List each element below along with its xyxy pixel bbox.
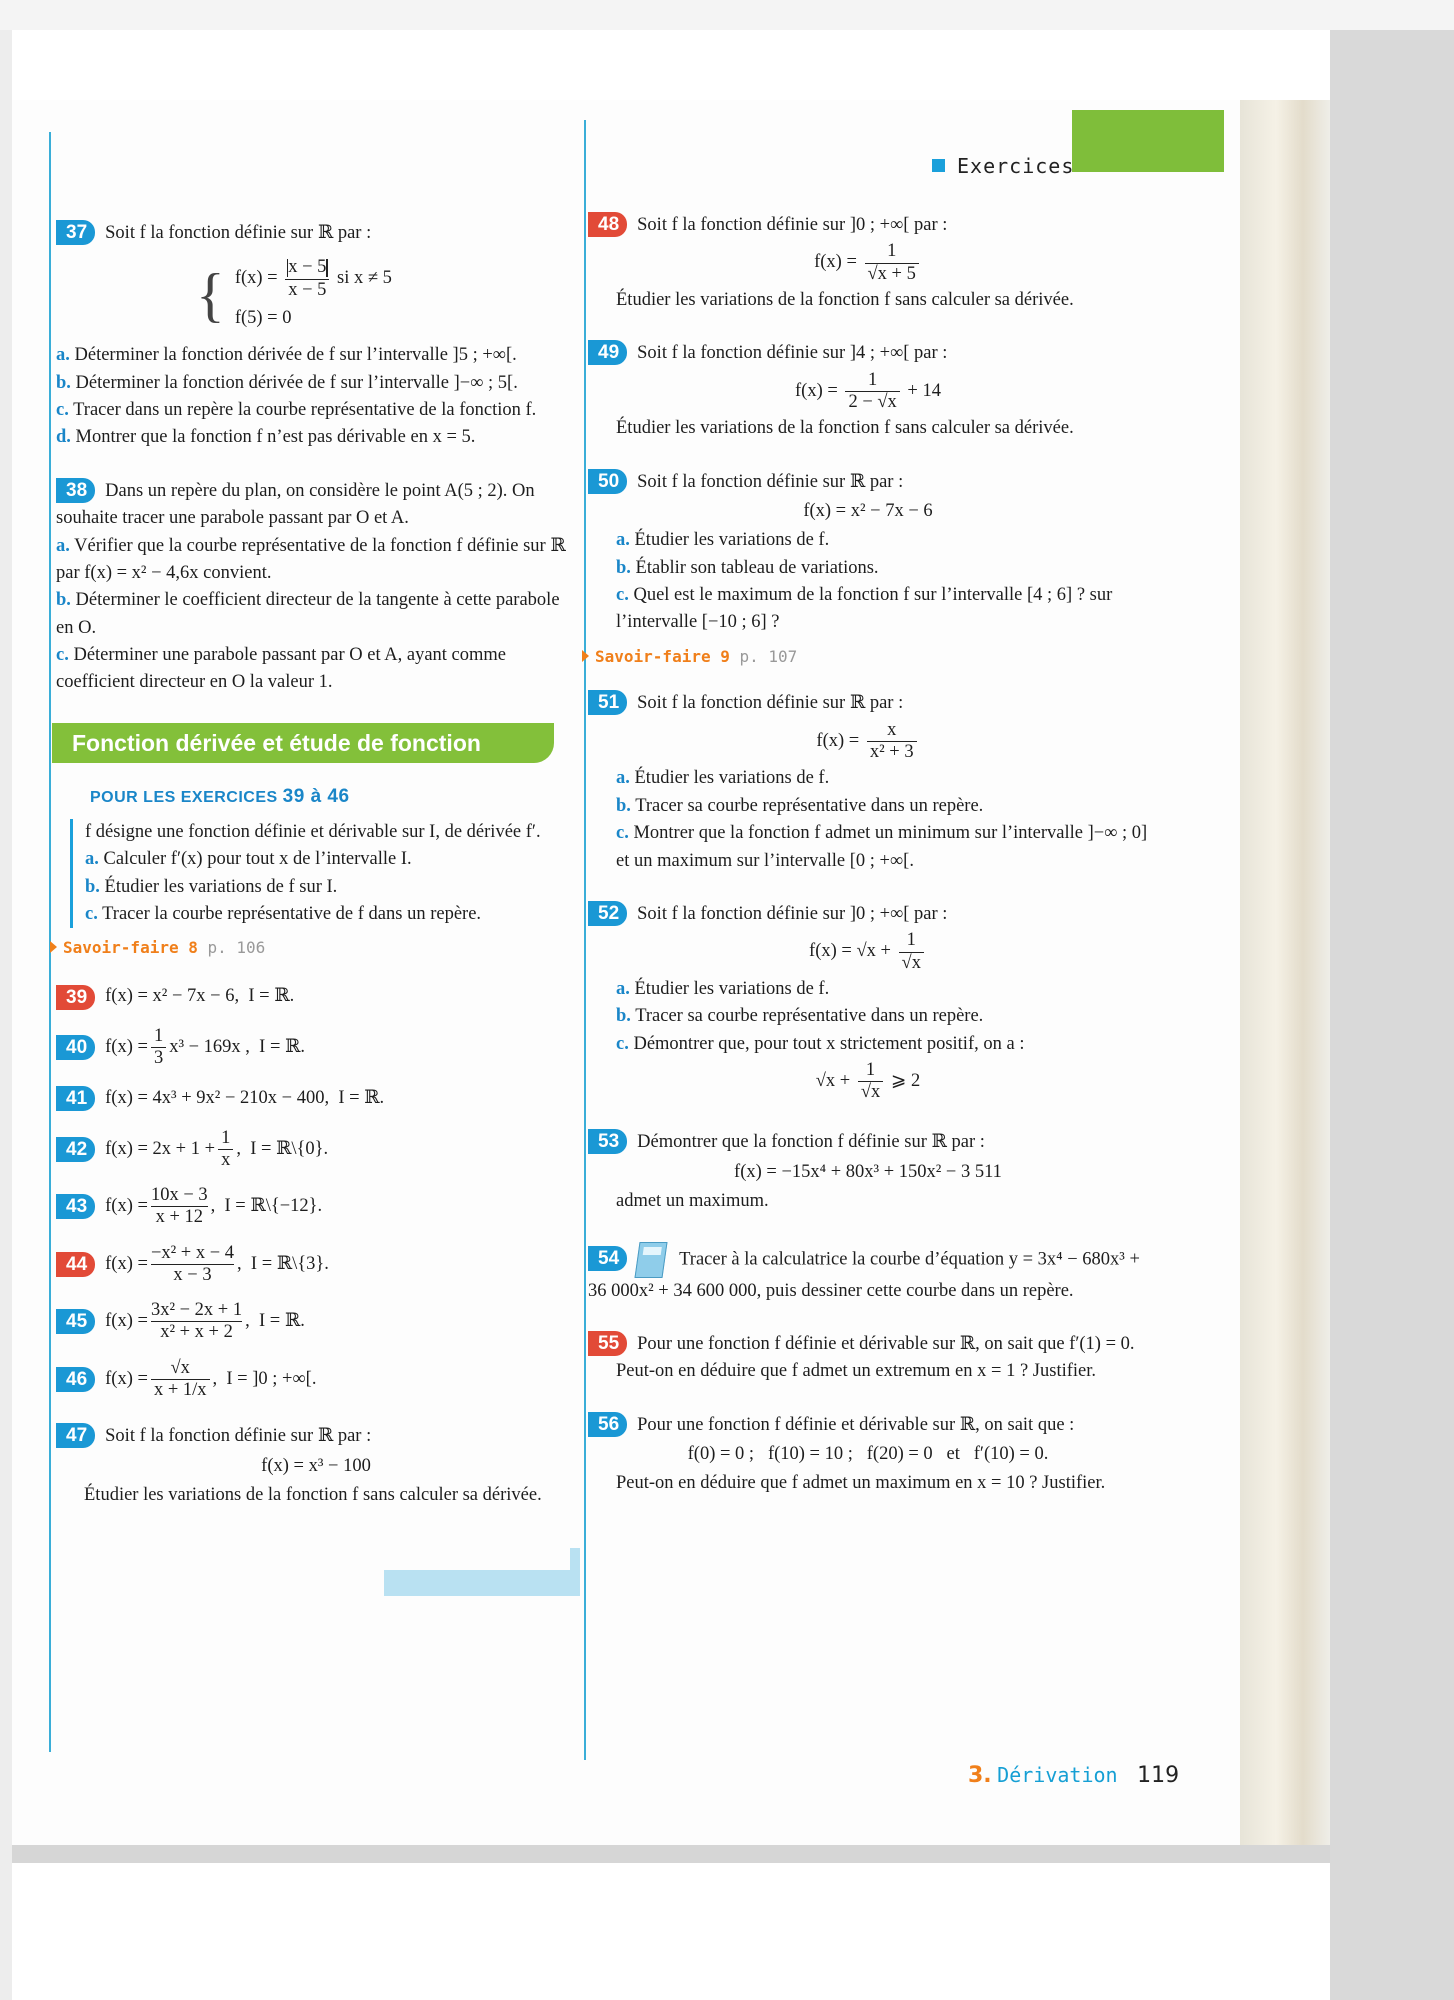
exercise-45: [56, 1300, 576, 1344]
exercise-number: 46: [56, 1367, 95, 1392]
item-text: Tracer la courbe représentative de f dans un repère.: [102, 904, 482, 925]
formula-lhs: f(x) =: [814, 252, 857, 273]
formula-lhs: f(x) =: [234, 268, 278, 289]
decorative-strip: [384, 1570, 580, 1596]
savoir-label: Savoir-faire 8: [63, 938, 198, 958]
fraction-denominator: 3: [151, 1047, 166, 1069]
item-text: Montrer que la fonction f admet un minimum sur l’intervalle ]−∞ ; 0] et un maximum sur l’intervalle [0 ; +∞[.: [616, 823, 1148, 871]
exercise-text: Peut-on en déduire que f admet un maximum en x = 10 ? Justifier.: [616, 1473, 1106, 1494]
item-text: Calculer f′(x) pour tout x de l’intervalle I.: [103, 849, 412, 870]
exercise-38: [56, 478, 576, 697]
exercise-number: 48: [588, 212, 627, 237]
instructions-intro: f désigne une fonction définie et dérivable sur I, de dérivée f′.: [85, 821, 541, 842]
exercise-55: [588, 1331, 1148, 1386]
exercise-number: 43: [56, 1194, 95, 1219]
exercise-number: 42: [56, 1137, 95, 1162]
exercise-text: admet un maximum.: [616, 1191, 769, 1212]
page-shadow: [12, 1845, 1330, 1863]
fraction-denominator: x − 3: [151, 1264, 234, 1286]
item-text: Tracer sa courbe représentative dans un repère.: [635, 1006, 984, 1027]
domain: I = ]0 ; +∞[.: [226, 1368, 317, 1389]
scan-background: [1330, 30, 1454, 2000]
exercise-number: 40: [56, 1035, 95, 1060]
domain: I = ℝ\{0}.: [250, 1138, 329, 1159]
arrow-icon: [50, 941, 57, 953]
fraction-denominator: x − 5: [285, 279, 329, 301]
domain: I = ℝ\{3}.: [250, 1253, 329, 1274]
domain: I = ℝ.: [258, 1311, 305, 1332]
exercise-number: 38: [56, 478, 95, 503]
exercise-text: Étudier les variations de la fonction f sans calculer sa dérivée.: [616, 418, 1074, 439]
formula-rest: ,: [210, 1196, 216, 1217]
fraction-numerator: √x: [170, 1357, 190, 1378]
page-header: [932, 154, 1074, 178]
exercise-46: [56, 1358, 576, 1402]
exercise-intro: Soit f la fonction définie sur ℝ par :: [637, 471, 904, 492]
fraction-numerator: 1: [887, 241, 897, 262]
item-text: Déterminer une parabole passant par O et A, ayant comme coefficient directeur en O la valeur 1.: [56, 645, 506, 693]
fraction: [285, 257, 329, 301]
formula: f(x) = x² − 7x − 6,: [105, 986, 240, 1007]
exercise-44: [56, 1243, 576, 1287]
fraction: [899, 930, 924, 974]
heading-prefix: POUR LES EXERCICES: [90, 788, 278, 806]
section-instructions: [70, 819, 576, 929]
formula: f(x) = 4x³ + 9x² − 210x − 400,: [105, 1087, 330, 1108]
fraction-numerator: 1: [153, 1026, 164, 1047]
formula-condition: si x ≠ 5: [337, 268, 392, 289]
item-label: a.: [56, 345, 70, 366]
fraction: [845, 370, 899, 414]
exercise-52: [588, 901, 1148, 1104]
item-label: b.: [616, 795, 631, 816]
fraction-denominator: √x + 5: [865, 263, 919, 285]
fraction-denominator: 2 − √x: [845, 391, 899, 413]
item-label: c.: [616, 823, 629, 844]
formula-lhs: f(x) =: [105, 1311, 148, 1332]
fraction-denominator: x + 12: [151, 1206, 208, 1228]
savoir-label: Savoir-faire 9: [595, 646, 730, 666]
exercise-intro: Soit f la fonction définie sur ℝ par :: [105, 1426, 372, 1447]
exercise-number: 53: [588, 1129, 627, 1154]
savoir-faire-link[interactable]: [582, 645, 1148, 669]
item-text: Étudier les variations de f.: [634, 530, 830, 551]
fraction-denominator: x² + 3: [867, 741, 917, 763]
exercise-number: 44: [56, 1252, 95, 1277]
formula-rest: ,: [212, 1368, 218, 1389]
chapter-name: Dérivation: [997, 1763, 1118, 1787]
exercise-51: [588, 690, 1148, 874]
item-text: Montrer que la fonction f n’est pas dérivable en x = 5.: [75, 427, 476, 448]
item-label: a.: [616, 768, 630, 789]
exercise-intro: Pour une fonction f définie et dérivable sur ℝ, on sait que f′(1) = 0.: [637, 1333, 1135, 1354]
item-label: a.: [616, 978, 630, 999]
heading-range: 39 à 46: [282, 785, 350, 807]
item-text: Quel est le maximum de la fonction f sur l’intervalle [4 ; 6] ? sur l’intervalle [−10 ; 6] ?: [616, 585, 1113, 633]
chapter-number: 3.: [968, 1763, 992, 1788]
item-label: c.: [56, 400, 69, 421]
formula-rest: ,: [236, 1138, 241, 1159]
fraction: [151, 1026, 166, 1070]
item-text: Étudier les variations de f.: [634, 978, 830, 999]
exercise-intro: Dans un repère du plan, on considère le point A(5 ; 2). On souhaite tracer une parabole passant par O et A.: [56, 480, 535, 529]
fraction-numerator: −x² + x − 4: [150, 1242, 235, 1263]
fraction: [151, 1185, 208, 1229]
formula-lhs: f(x) =: [105, 1368, 148, 1389]
exercise-number: 49: [588, 340, 627, 365]
exercise-number: 51: [588, 690, 627, 715]
item-text: Tracer dans un repère la courbe représentative de la fonction f.: [73, 400, 537, 421]
fraction-numerator: x: [887, 719, 897, 740]
fraction: [858, 1060, 883, 1104]
fraction: [151, 1243, 234, 1287]
fraction-denominator: x + 1/x: [151, 1379, 210, 1401]
fraction-numerator: 1: [906, 930, 916, 951]
item-label: c.: [56, 645, 69, 666]
exercise-43: [56, 1185, 576, 1229]
domain: I = ℝ.: [248, 986, 295, 1007]
section-title: Fonction dérivée et étude de fonction: [52, 723, 554, 763]
exercise-intro: Démontrer que la fonction f définie sur ℝ par :: [637, 1132, 985, 1153]
fraction-numerator: x − 5: [288, 257, 327, 278]
page-edges: [1240, 100, 1330, 1845]
exercise-number: 41: [56, 1086, 95, 1111]
fraction: [218, 1128, 233, 1172]
section-tab: [1072, 110, 1224, 172]
column-rule: [584, 120, 586, 1760]
exercise-text: Étudier les variations de la fonction f sans calculer sa dérivée.: [84, 1485, 542, 1505]
item-label: c.: [616, 585, 629, 606]
exercise-intro: Soit f la fonction définie sur ℝ par :: [105, 223, 372, 243]
right-column: [588, 212, 1148, 1524]
exercise-intro: Soit f la fonction définie sur ℝ par :: [637, 693, 904, 714]
formula-lhs: f(x) =: [105, 1196, 148, 1217]
exercise-56: [588, 1412, 1148, 1498]
fraction-numerator: 1: [221, 1127, 231, 1148]
left-column: [56, 220, 576, 1535]
formula-lhs: f(x) =: [105, 1253, 148, 1274]
formula-lhs: f(x) =: [105, 1037, 148, 1058]
exercise-41: [56, 1084, 576, 1114]
fraction-numerator: 1: [867, 369, 878, 390]
formula-lhs: f(x) =: [795, 380, 838, 401]
fraction: [151, 1358, 210, 1402]
item-label: a.: [85, 849, 99, 870]
header-title: Exercices: [957, 154, 1075, 178]
formula: f(x) = x³ − 100: [261, 1455, 371, 1476]
exercise-text: Peut-on en déduire que f admet un extremum en x = 1 ? Justifier.: [616, 1361, 1096, 1382]
fraction: [865, 241, 919, 285]
item-label: c.: [616, 1033, 629, 1054]
formula-rest: ,: [245, 1311, 250, 1332]
exercise-48: [588, 212, 1148, 314]
item-label: c.: [85, 904, 98, 925]
fraction-denominator: x: [218, 1149, 233, 1171]
exercise-39: [56, 982, 576, 1012]
exercise-50: [588, 469, 1148, 637]
domain: I = ℝ\{−12}.: [224, 1196, 323, 1217]
conditions: f(0) = 0 ; f(10) = 10 ; f(20) = 0 et f′(10) = 0.: [687, 1444, 1049, 1465]
exercise-49: [588, 340, 1148, 442]
fraction-denominator: x² + x + 2: [151, 1321, 242, 1343]
item-label: a.: [56, 535, 70, 556]
exercise-intro: Soit f la fonction définie sur ]0 ; +∞[ par :: [637, 903, 948, 924]
item-text: Étudier les variations de f sur I.: [104, 876, 338, 897]
formula-lhs: f(x) = 2x + 1 +: [105, 1138, 216, 1159]
decorative-strip: [570, 1548, 580, 1596]
exercise-number: 52: [588, 901, 627, 926]
exercise-number: 45: [56, 1309, 95, 1334]
formula-line: f(5) = 0: [234, 307, 292, 328]
item-label: a.: [616, 530, 630, 551]
inequality-lhs: √x +: [815, 1070, 851, 1091]
item-label: b.: [616, 1006, 631, 1027]
exercise-53: [588, 1129, 1148, 1215]
item-text: Vérifier que la courbe représentative de la fonction f définie sur ℝ par f(x) = x² − 4,6x convient.: [56, 535, 566, 583]
savoir-page: p. 107: [739, 646, 798, 666]
exercise-47: [56, 1423, 576, 1509]
arrow-icon: [582, 650, 589, 662]
savoir-faire-link[interactable]: [50, 936, 576, 960]
fraction: [867, 720, 917, 764]
fraction-denominator: √x: [858, 1081, 883, 1103]
item-label: b.: [616, 557, 631, 578]
formula-lhs: f(x) = √x +: [809, 941, 891, 962]
page-footer: [968, 1762, 1179, 1788]
exercise-intro: Soit f la fonction définie sur ]4 ; +∞[ par :: [637, 343, 948, 364]
item-text: Déterminer la fonction dérivée de f sur l’intervalle ]−∞ ; 5[.: [75, 372, 518, 393]
brace-icon: {: [196, 261, 225, 328]
item-text: Étudier les variations de f.: [634, 768, 830, 789]
formula-lhs: f(x) =: [816, 730, 860, 751]
exercise-number: 47: [56, 1423, 95, 1448]
exercise-range-heading: [90, 783, 576, 811]
item-label: b.: [56, 590, 71, 611]
fraction-numerator: 1: [865, 1059, 876, 1080]
domain: I = ℝ.: [259, 1037, 306, 1058]
exercise-37: [56, 220, 576, 452]
item-text: Déterminer le coefficient directeur de la tangente à cette parabole en O.: [56, 590, 560, 638]
formula: f(x) = −15x⁴ + 80x³ + 150x² − 3 511: [734, 1161, 1002, 1182]
inequality-rhs: ⩾ 2: [890, 1070, 921, 1091]
fraction-numerator: 10x − 3: [150, 1185, 208, 1206]
fraction-denominator: √x: [899, 952, 924, 974]
exercise-text: Tracer à la calculatrice la courbe d’équation y = 3x⁴ − 680x³ + 36 000x² + 34 600 000, puis dessiner cette courbe dans un repère.: [588, 1248, 1140, 1301]
exercise-intro: Pour une fonction f définie et dérivable sur ℝ, on sait que :: [637, 1414, 1075, 1435]
item-text: Déterminer la fonction dérivée de f sur l’intervalle ]5 ; +∞[.: [74, 345, 517, 366]
formula-rest: x³ − 169x ,: [169, 1037, 250, 1058]
scan-background: [0, 30, 12, 2000]
item-text: Établir son tableau de variations.: [635, 557, 879, 578]
item-label: b.: [56, 372, 71, 393]
scan-background: [0, 0, 1454, 30]
item-label: b.: [85, 876, 100, 897]
item-text: Tracer sa courbe représentative dans un repère.: [635, 795, 984, 816]
exercise-intro: Soit f la fonction définie sur ]0 ; +∞[ par :: [637, 215, 948, 235]
exercise-40: [56, 1026, 576, 1070]
piecewise-definition: [196, 253, 576, 336]
formula: f(x) = x² − 7x − 6: [803, 500, 933, 521]
exercise-42: [56, 1128, 576, 1172]
exercise-54: [588, 1242, 1148, 1305]
page-number: 119: [1137, 1763, 1180, 1788]
item-label: d.: [56, 427, 71, 448]
item-text: Démontrer que, pour tout x strictement positif, on a :: [633, 1033, 1025, 1054]
exercise-text: Étudier les variations de la fonction f sans calculer sa dérivée.: [616, 289, 1074, 310]
exercise-number: 55: [588, 1331, 627, 1356]
exercise-number: 54: [588, 1246, 627, 1271]
savoir-page: p. 106: [207, 938, 266, 958]
exercise-number: 56: [588, 1412, 627, 1437]
fraction: [151, 1300, 242, 1344]
square-icon: [932, 159, 945, 172]
domain: I = ℝ.: [338, 1087, 385, 1108]
exercise-number: 50: [588, 469, 627, 494]
exercise-number: 37: [56, 220, 95, 245]
exercise-number: 39: [56, 985, 95, 1010]
calculator-icon: [635, 1242, 668, 1278]
formula-rest: ,: [237, 1253, 242, 1274]
fraction-numerator: 3x² − 2x + 1: [150, 1300, 243, 1321]
formula-rest: + 14: [907, 380, 941, 401]
